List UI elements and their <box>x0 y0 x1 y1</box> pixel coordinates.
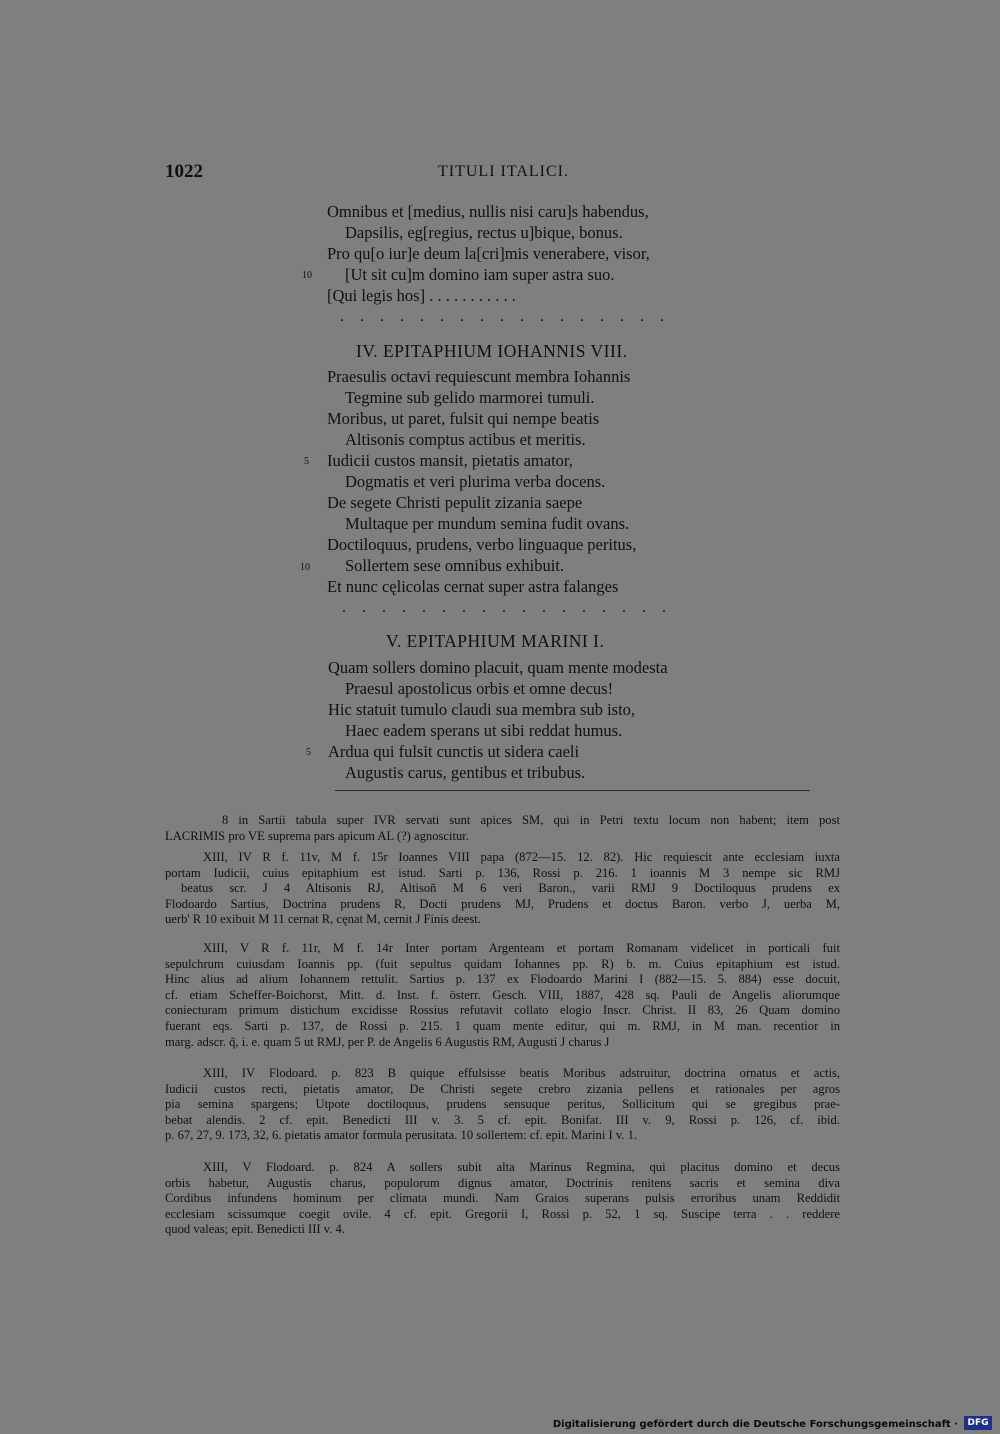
note-line: Cordibus infundens hominum per climata mundi. Nam Graios superans pulsis erroribus unam Reddidit <box>165 1191 840 1206</box>
lacuna-dots: . . . . . . . . . . . . . . . . . <box>342 599 672 616</box>
verse-line: Sollertem sese omnibus exhibuit. <box>345 556 565 575</box>
note-line: fuerant eqs. Sarti p. 137, de Rossi p. 215. 1 quam mente editur, qui m. RMJ, in M man. recentior in <box>165 1018 840 1033</box>
note-line: marg. adscr. q̃, i. e. quam 5 ut RMJ, per P. de Angelis 6 Augustis RM, Augusti J charus J <box>165 1034 610 1049</box>
verse-line: Multaque per mundum semina fudit ovans. <box>345 514 630 533</box>
line-number: 5 <box>306 747 311 758</box>
note-line: sepulchrum cuiusdam Ioannis pp. (fuit sepultus quidam Iohannes pp. R) b. m. Cuius epitaphium est istud. <box>165 956 840 971</box>
section-heading: IV. EPITAPHIUM IOHANNIS VIII. <box>356 341 628 361</box>
section-heading: V. EPITAPHIUM MARINI I. <box>386 631 605 651</box>
note-line: XIII, IV Flodoard. p. 823 B quique effulsisse beatis Moribus adstruitur, doctrina ornatus et actis, <box>203 1066 840 1080</box>
verse-line: Doctiloquus, prudens, verbo linguaque peritus, <box>327 535 637 554</box>
note-line: LACRIMIS pro VE suprema pars apicum AL (?) agnoscitur. <box>165 828 469 843</box>
note-line: pia semina spargens; Utpote doctiloquus, prudens sensuque peritus, Sollicitum qui se gregibus prae- <box>165 1097 840 1112</box>
verse-line: Tegmine sub gelido marmorei tumuli. <box>345 388 595 407</box>
note-line: XIII, V Flodoard. p. 824 A sollers subit alta Marinus Regmina, qui placitus domino et decus <box>203 1160 840 1174</box>
verse-line: De segete Christi pepulit zizania saepe <box>327 493 583 512</box>
verse-line: Omnibus et [medius, nullis nisi caru]s habendus, <box>327 202 649 221</box>
verse-line: Haec eadem sperans ut sibi reddat humus. <box>345 721 623 740</box>
apparatus-note <box>165 813 840 844</box>
verse-line: Moribus, ut paret, fulsit qui nempe beatis <box>327 409 600 428</box>
note-line: Hinc alius ad alium Iohannem rettulit. Sartius p. 137 ex Flodoardo Marini I (882—15. 5. 884) esse docuit, <box>165 972 840 987</box>
apparatus-note <box>165 1066 840 1144</box>
verse-line: Dogmatis et veri plurima verba docens. <box>345 472 606 491</box>
verse-line: Altisonis comptus actibus et meritis. <box>345 430 586 449</box>
verse-line: [Qui legis hos] . . . . . . . . . . . <box>327 286 516 305</box>
apparatus-note <box>165 1160 840 1238</box>
verse-line: Praesul apostolicus orbis et omne decus! <box>345 679 614 698</box>
lacuna-dots: . . . . . . . . . . . . . . . . . <box>340 308 670 325</box>
note-line: 8 in Sartii tabula super IVR servati sunt apices SM, qui in Petri textu locum non habent; item post <box>222 813 840 827</box>
verse-line: Dapsilis, eg[regius, rectus u]bique, bonus. <box>345 223 623 242</box>
page-number: 1022 <box>165 161 203 182</box>
note-line: bebat alendis. 2 cf. epit. Benedicti III v. 3. 5 cf. epit. Bonifat. III v. 9, Rossi p. 126, cf. ibid. <box>165 1112 840 1127</box>
verse-line: Augustis carus, gentibus et tribubus. <box>345 763 586 782</box>
running-title: TITULI ITALICI. <box>438 163 570 180</box>
note-line: ecclesiam scissumque coegit ovile. 4 cf. epit. Gregorii I, Rossi p. 52, 1 sq. Suscipe terra . . reddere <box>165 1206 840 1221</box>
funding-credit: Digitalisierung gefördert durch die Deutsche Forschungsgemeinschaft · <box>552 1419 958 1430</box>
verse-line: Et nunc cęlicolas cernat super astra falanges <box>327 577 619 596</box>
note-line: uerb' R 10 exibuit M 11 cernat R, cęnat M, cernit J Finis deest. <box>165 912 481 927</box>
verse-line: Ardua qui fulsit cunctis ut sidera caeli <box>328 742 580 761</box>
note-line: p. 67, 27, 9. 173, 32, 6. pietatis amator formula perusitata. 10 sollertem: cf. epit. Marini I v. 1. <box>165 1128 638 1143</box>
note-line: Flodoardo Sartius, Doctrina prudens R, Docti prudens MJ, Prudens et doctus Baron. verbo J, uerba M, <box>165 896 840 911</box>
apparatus-note <box>165 941 840 1050</box>
note-line: Iudicii custos recti, pietatis amator, De Christi segete crebro zizania pellens et rationales per agros <box>165 1081 840 1096</box>
note-line: coniecturam primum distichum excidisse Rossius refutavit collato elogio Inscr. Christ. II 83, 26 Quam domino <box>165 1003 840 1018</box>
note-line: cf. etiam Scheffer-Boichorst, Mitt. d. Inst. f. österr. Gesch. VIII, 1887, 428 sq. Pauli de Angelis aliorumque <box>165 987 840 1002</box>
note-line: XIII, IV R f. 11v, M f. 15r Ioannes VIII papa (872—15. 12. 82). Hic requiescit ante ecclesiam iuxta <box>203 850 840 864</box>
line-number: 5 <box>304 456 309 467</box>
line-number: 10 <box>302 270 312 281</box>
verse-line: Hic statuit tumulo claudi sua membra sub isto, <box>328 700 636 719</box>
separator-rule <box>335 790 810 791</box>
line-number: 10 <box>300 562 310 573</box>
note-line: beatus scr. J 4 Altisonis RJ, Altisoñ M 6 veri Baron., varii RMJ 9 Doctiloquus prudens ex <box>181 881 840 896</box>
verse-line: Iudicii custos mansit, pietatis amator, <box>327 451 573 470</box>
dfg-logo-icon: DFG <box>964 1416 992 1430</box>
verse-line: Praesulis octavi requiescunt membra Iohannis <box>327 367 631 386</box>
note-line: orbis habetur, Augustis charus, populorum dignus amator, Doctrinis renitens sacris et semina diva <box>165 1175 840 1190</box>
note-line: quod valeas; epit. Benedicti III v. 4. <box>165 1222 345 1237</box>
verse-line: [Ut sit cu]m domino iam super astra suo. <box>345 265 615 284</box>
apparatus-note <box>165 850 840 928</box>
note-line: portam Iudicii, cuius epitaphium est istud. Sarti p. 136, Rossi p. 216. 1 ioannis M 3 nempe sic RMJ <box>165 865 840 880</box>
verse-line: Pro qu[o iur]e deum la[cri]mis venerabere, visor, <box>327 244 650 263</box>
verse-line: Quam sollers domino placuit, quam mente modesta <box>328 658 668 677</box>
note-line: XIII, V R f. 11r, M f. 14r Inter portam Argenteam et portam Romanam videlicet in porticali fuit <box>203 941 840 955</box>
